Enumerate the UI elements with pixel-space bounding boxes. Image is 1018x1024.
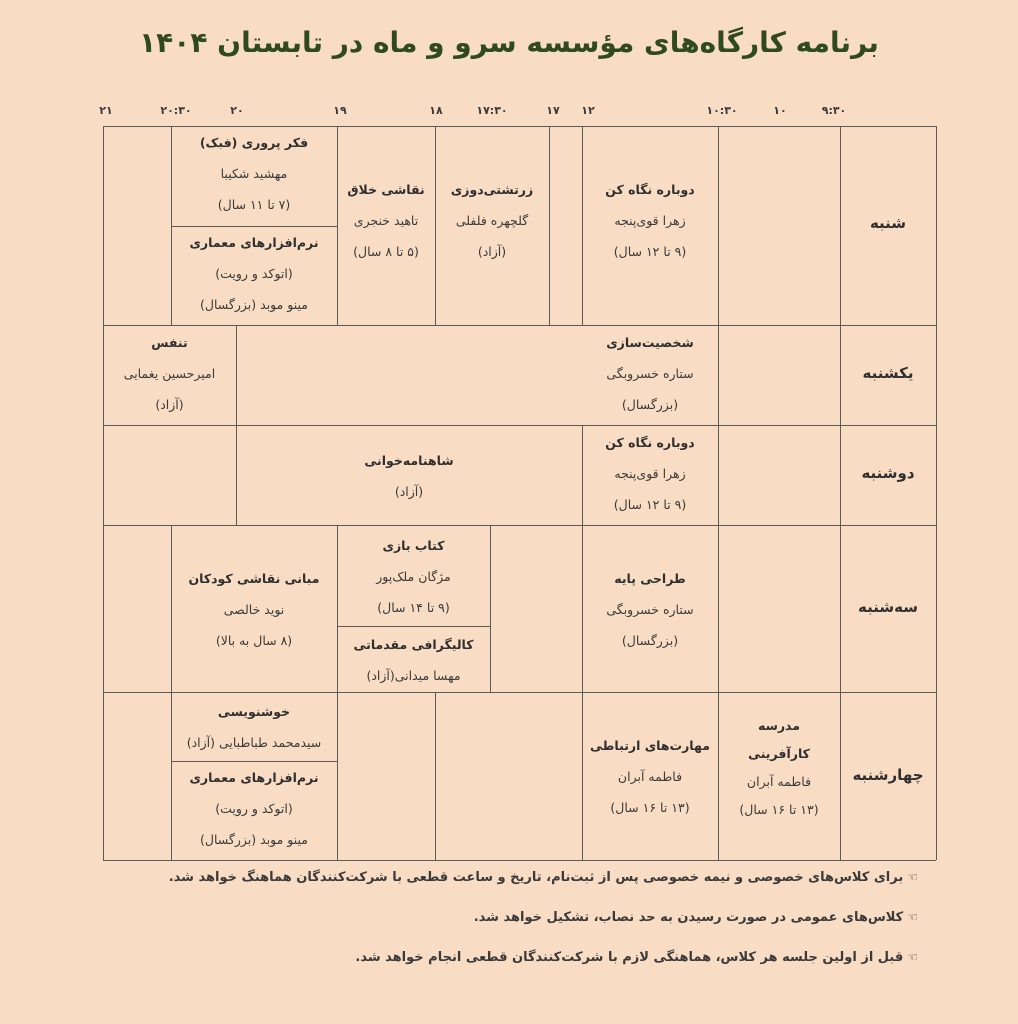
pointing-hand-icon: ☜ <box>907 870 918 884</box>
time-tick: ۲۰:۳۰ <box>160 104 192 117</box>
time-tick: ۲۱ <box>99 104 113 117</box>
workshop-cell: زرتشتی‌دوزی گلچهره فلفلی (آزاد) <box>450 182 534 259</box>
day-label-monday: دوشنبه <box>861 464 915 482</box>
workshop-cell: کتاب بازی مژگان ملک‌پور (۹ تا ۱۴ سال) <box>376 538 451 615</box>
time-tick: ۱۷ <box>546 104 560 117</box>
workshop-cell: نرم‌افزارهای معماری (اتوکد و رویت) مینو موبد (بزرگسال) <box>189 235 319 312</box>
workshop-cell: شاهنامه‌خوانی (آزاد) <box>364 453 454 499</box>
time-tick: ۱۷:۳۰ <box>476 104 508 117</box>
note-item: ☜برای کلاس‌های خصوصی و نیمه خصوصی پس از ثبت‌نام، تاریخ و ساعت قطعی با شرکت‌کنندگان هماهنگ خواهد شد. <box>168 870 918 885</box>
time-tick: ۲۰ <box>230 104 244 117</box>
workshop-cell: طراحی پایه ستاره خسروبگی (بزرگسال) <box>606 571 694 648</box>
workshop-cell: شخصیت‌سازی ستاره خسروبگی (بزرگسال) <box>606 335 694 412</box>
time-tick: ۹:۳۰ <box>821 104 847 117</box>
workshop-cell: دوباره نگاه کن زهرا قوی‌پنجه (۹ تا ۱۲ سال) <box>605 182 695 259</box>
workshop-cell: خوشنویسی سیدمحمد طباطبایی (آزاد) <box>186 704 322 750</box>
workshop-cell: نرم‌افزارهای معماری (اتوکد و رویت) مینو موبد (بزرگسال) <box>189 770 319 847</box>
day-label-tuesday: سه‌شنبه <box>858 598 918 616</box>
workshop-cell: کالیگرافی مقدماتی مهسا میدانی(آزاد) <box>353 637 474 683</box>
workshop-cell: دوباره نگاه کن زهرا قوی‌پنجه (۹ تا ۱۲ سال) <box>605 435 695 512</box>
time-tick: ۱۸ <box>429 104 443 117</box>
note-item: ☜قبل از اولین جلسه هر کلاس، هماهنگی لازم با شرکت‌کنندگان قطعی انجام خواهد شد. <box>355 950 918 965</box>
time-tick: ۱۹ <box>333 104 347 117</box>
page-title: برنامه کارگاه‌های مؤسسه سرو و ماه در تابستان ۱۴۰۴ <box>139 26 879 59</box>
workshop-cell: فکر پروری (فبک) مهشید شکیبا (۷ تا ۱۱ سال) <box>199 135 309 212</box>
workshop-cell: مبانی نقاشی کودکان نوید خالصی (۸ سال به بالا) <box>188 571 320 648</box>
day-label-saturday: شنبه <box>869 214 907 232</box>
pointing-hand-icon: ☜ <box>907 910 918 924</box>
day-label-wednesday: چهارشنبه <box>852 766 924 784</box>
workshop-cell: مهارت‌های ارتباطی فاطمه آبران (۱۳ تا ۱۶ سال) <box>589 738 710 815</box>
time-tick: ۱۲ <box>581 104 595 117</box>
note-item: ☜کلاس‌های عمومی در صورت رسیدن به حد نصاب، تشکیل خواهد شد. <box>473 910 918 925</box>
workshop-cell: تنفس امیرحسین یغمایی (آزاد) <box>123 335 216 412</box>
day-label-sunday: یکشنبه <box>862 364 914 382</box>
pointing-hand-icon: ☜ <box>907 950 918 964</box>
time-tick: ۱۰:۳۰ <box>706 104 738 117</box>
workshop-cell: مدرسه کارآفرینی فاطمه آبران (۱۳ تا ۱۶ سال) <box>739 718 819 817</box>
workshop-cell: نقاشی خلاق تاهید خنجری (۵ تا ۸ سال) <box>347 182 425 259</box>
time-tick: ۱۰ <box>773 104 787 117</box>
